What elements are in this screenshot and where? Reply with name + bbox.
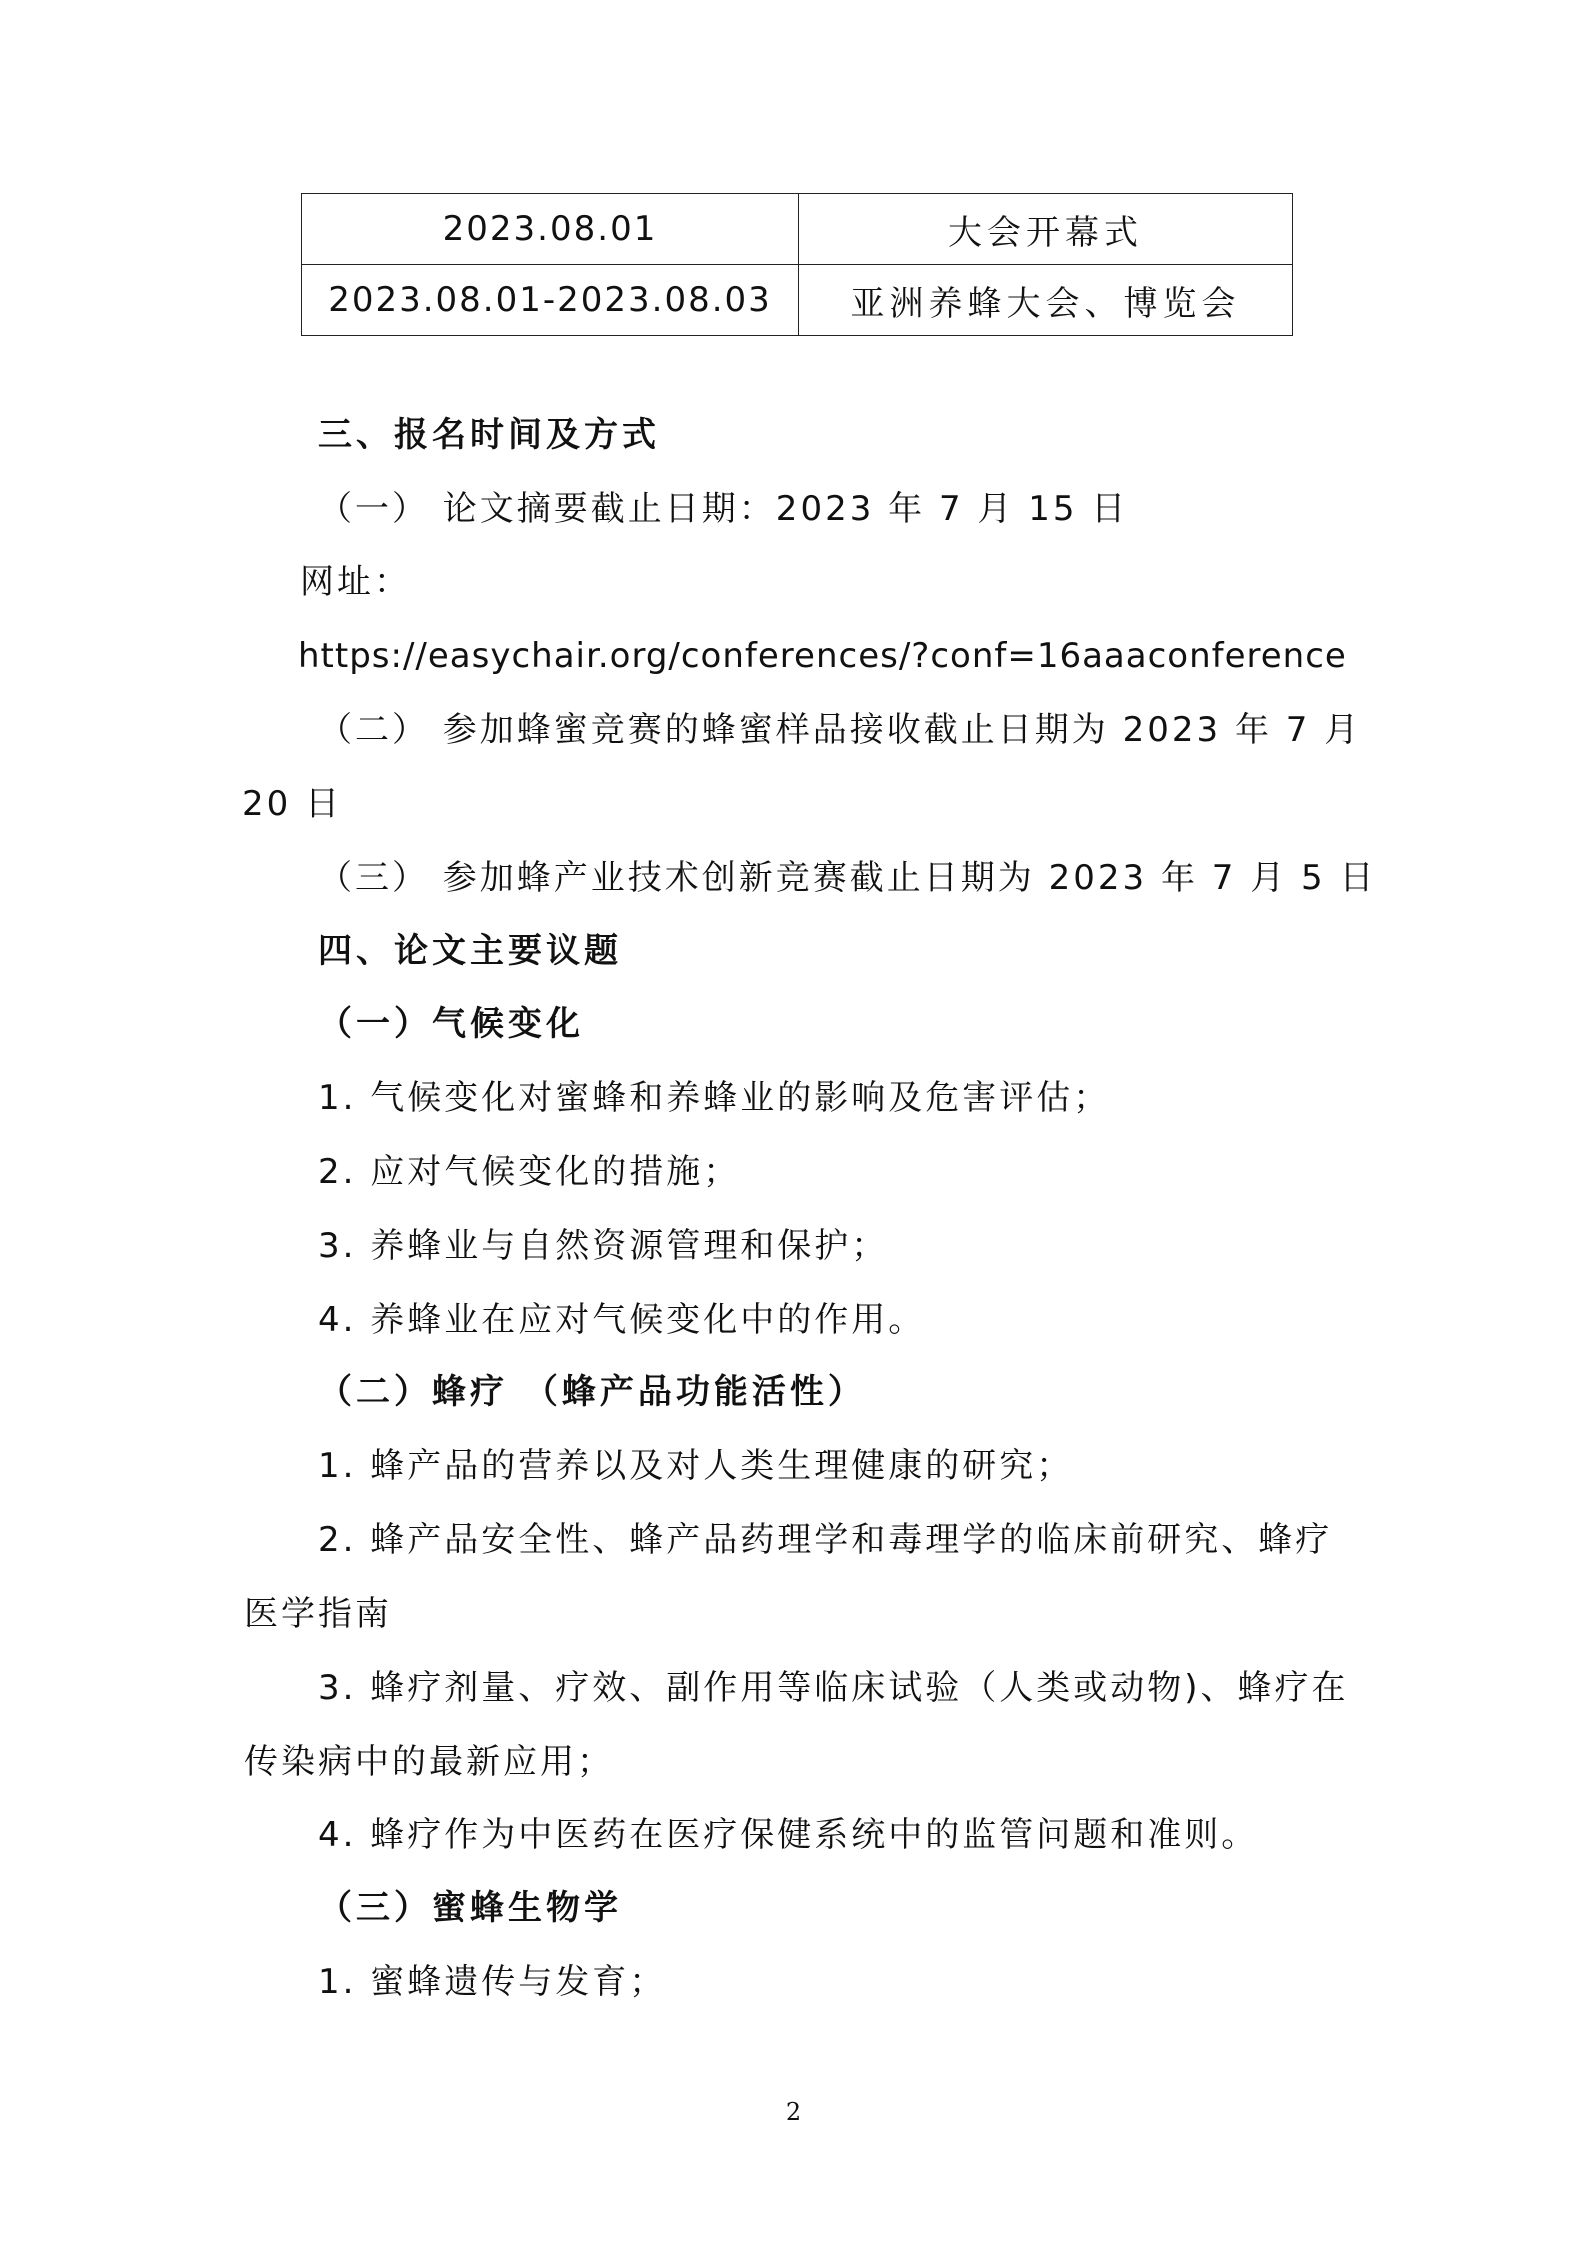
schedule-table: [301, 193, 1293, 336]
subheading-apitherapy: （二）蜂疗 （蜂产品功能活性）: [318, 1372, 866, 1412]
list-item: 1. 蜜蜂遗传与发育；: [318, 1962, 667, 2002]
list-item: 3. 养蜂业与自然资源管理和保护；: [318, 1226, 889, 1266]
list-item: 2. 应对气候变化的措施；: [318, 1152, 741, 1192]
section-heading-topics: 四、论文主要议题: [318, 931, 622, 971]
website-label: 网址：: [300, 562, 411, 602]
list-item: 3. 蜂疗剂量、疗效、副作用等临床试验（人类或动物)、蜂疗在: [318, 1668, 1349, 1708]
table-row: [302, 265, 1293, 336]
page-number: 2: [785, 2098, 802, 2126]
table-cell-date: 2023.08.01: [302, 194, 799, 265]
list-item: 4. 蜂疗作为中医药在医疗保健系统中的监管问题和准则。: [318, 1815, 1259, 1855]
innovation-contest-deadline: （三） 参加蜂产业技术创新竞赛截止日期为 2023 年 7 月 5 日: [318, 858, 1377, 898]
list-item: 2. 蜂产品安全性、蜂产品药理学和毒理学的临床前研究、蜂疗: [318, 1520, 1333, 1560]
table-cell-event: 亚洲养蜂大会、博览会: [799, 265, 1293, 336]
section-heading-registration: 三、报名时间及方式: [318, 415, 660, 455]
abstract-deadline: （一） 论文摘要截止日期：2023 年 7 月 15 日: [318, 489, 1129, 529]
list-item-cont: 传染病中的最新应用；: [244, 1742, 614, 1782]
list-item-cont: 医学指南: [244, 1594, 392, 1634]
subheading-climate-change: （一）气候变化: [318, 1004, 584, 1044]
conference-url-link[interactable]: https://easychair.org/conferences/?conf=16aaaconference: [298, 636, 1347, 676]
list-item: 1. 蜂产品的营养以及对人类生理健康的研究；: [318, 1446, 1074, 1486]
table-row: [302, 194, 1293, 265]
table-cell-event: 大会开幕式: [799, 194, 1293, 265]
subheading-bee-biology: （三）蜜蜂生物学: [318, 1888, 622, 1928]
list-item: 1. 气候变化对蜜蜂和养蜂业的影响及危害评估；: [318, 1078, 1111, 1118]
honey-sample-deadline-cont: 20 日: [242, 784, 343, 824]
table-cell-date: 2023.08.01-2023.08.03: [302, 265, 799, 336]
list-item: 4. 养蜂业在应对气候变化中的作用。: [318, 1300, 926, 1340]
honey-sample-deadline: （二） 参加蜂蜜竞赛的蜂蜜样品接收截止日期为 2023 年 7 月: [318, 710, 1362, 750]
